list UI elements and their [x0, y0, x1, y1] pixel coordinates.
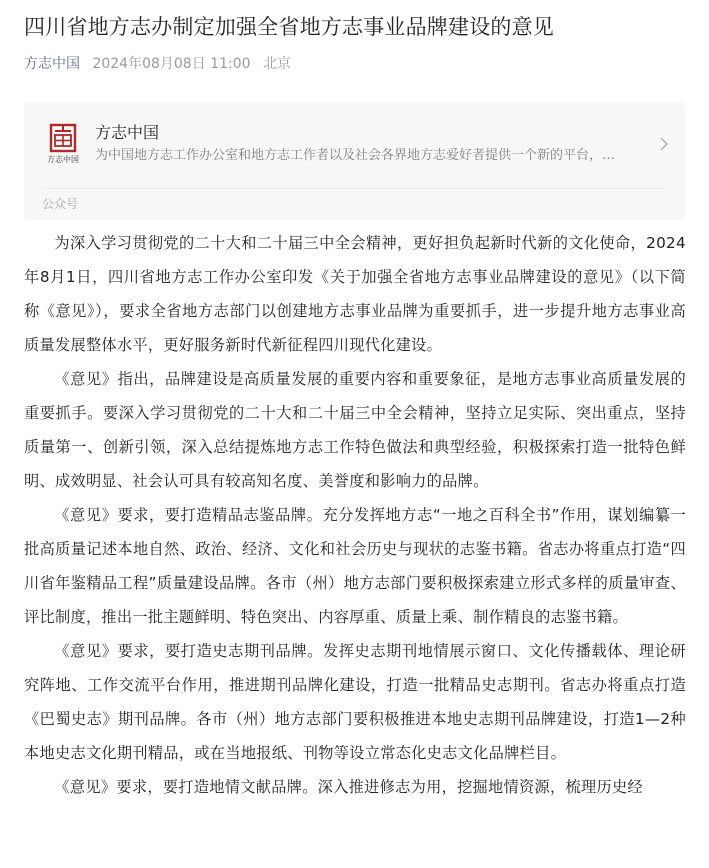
logo-caption: 方志中国 — [47, 155, 79, 164]
account-name-link[interactable]: 方志中国 — [24, 56, 80, 72]
profile-card-header[interactable] — [24, 102, 685, 186]
article-paragraph: 《意见》要求，要打造地情文献品牌。深入推进修志为用，挖掘地情资源，梳理历史经 — [54, 778, 643, 796]
profile-card-divider — [42, 188, 667, 189]
article-paragraph: 《意见》指出，品牌建设是高质量发展的重要内容和重要象征，是地方志事业高质量发展的重要抓手。要深入学习贯彻党的二十大和二十届三中全会精神，坚持立足实际、突出重点，坚持质量第一、创新引领，深入总结提炼地方志工作特色做法和典型经验，积极探索打造一批特色鲜明、成效明显、社会认可具有较高知名度、美誉度和影响力的品牌。 — [24, 370, 686, 490]
chevron-right-icon — [659, 136, 669, 152]
fangzhi-seal-icon — [42, 123, 84, 165]
account-profile-card[interactable] — [24, 102, 685, 220]
publish-time: 2024年08月08日 11:00 — [92, 56, 251, 72]
profile-kind-label: 公众号 — [42, 197, 79, 211]
article-paragraph: 《意见》要求，要打造史志期刊品牌。发挥史志期刊地情展示窗口、文化传播载体、理论研究阵地、工作交流平台作用，推进期刊品牌化建设，打造一批精品史志期刊。省志办将重点打造《巴蜀史志》期刊品牌。各市（州）地方志部门要积极推进本地史志期刊品牌建设，打造1—2种本地史志文化期刊精品，或在当地报纸、刊物等设立常态化史志文化品牌栏目。 — [24, 642, 686, 762]
publish-location: 北京 — [262, 56, 291, 72]
article-body — [24, 226, 686, 804]
article-meta — [24, 54, 685, 74]
article-paragraph: 为深入学习贯彻党的二十大和二十届三中全会精神，更好担负起新时代新的文化使命，2024年8月1日，四川省地方志工作办公室印发《关于加强全省地方志事业品牌建设的意见》（以下简称《意见》），要求全省地方志部门以创建地方志事业品牌为重要抓手，进一步提升地方志事业高质量发展整体水平，更好服务新时代新征程四川现代化建设。 — [24, 234, 686, 354]
article-paragraph: 《意见》要求，要打造精品志鉴品牌。充分发挥地方志“一地之百科全书”作用，谋划编纂一批高质量记述本地自然、政治、经济、文化和社会历史与现状的志鉴书籍。省志办将重点打造“四川省年鉴精品工程”质量建设品牌。各市（州）地方志部门要积极探索建立形式多样的质量审查、评比制度，推出一批主题鲜明、特色突出、内容厚重、质量上乘、制作精良的志鉴书籍。 — [24, 506, 686, 626]
profile-name: 方志中国 — [95, 123, 160, 142]
article-title: 四川省地方志办制定加强全省地方志事业品牌建设的意见 — [24, 15, 554, 39]
profile-description: 为中国地方志工作办公室和地方志工作者以及社会各界地方志爱好者提供一个新的平台，… — [95, 148, 616, 163]
